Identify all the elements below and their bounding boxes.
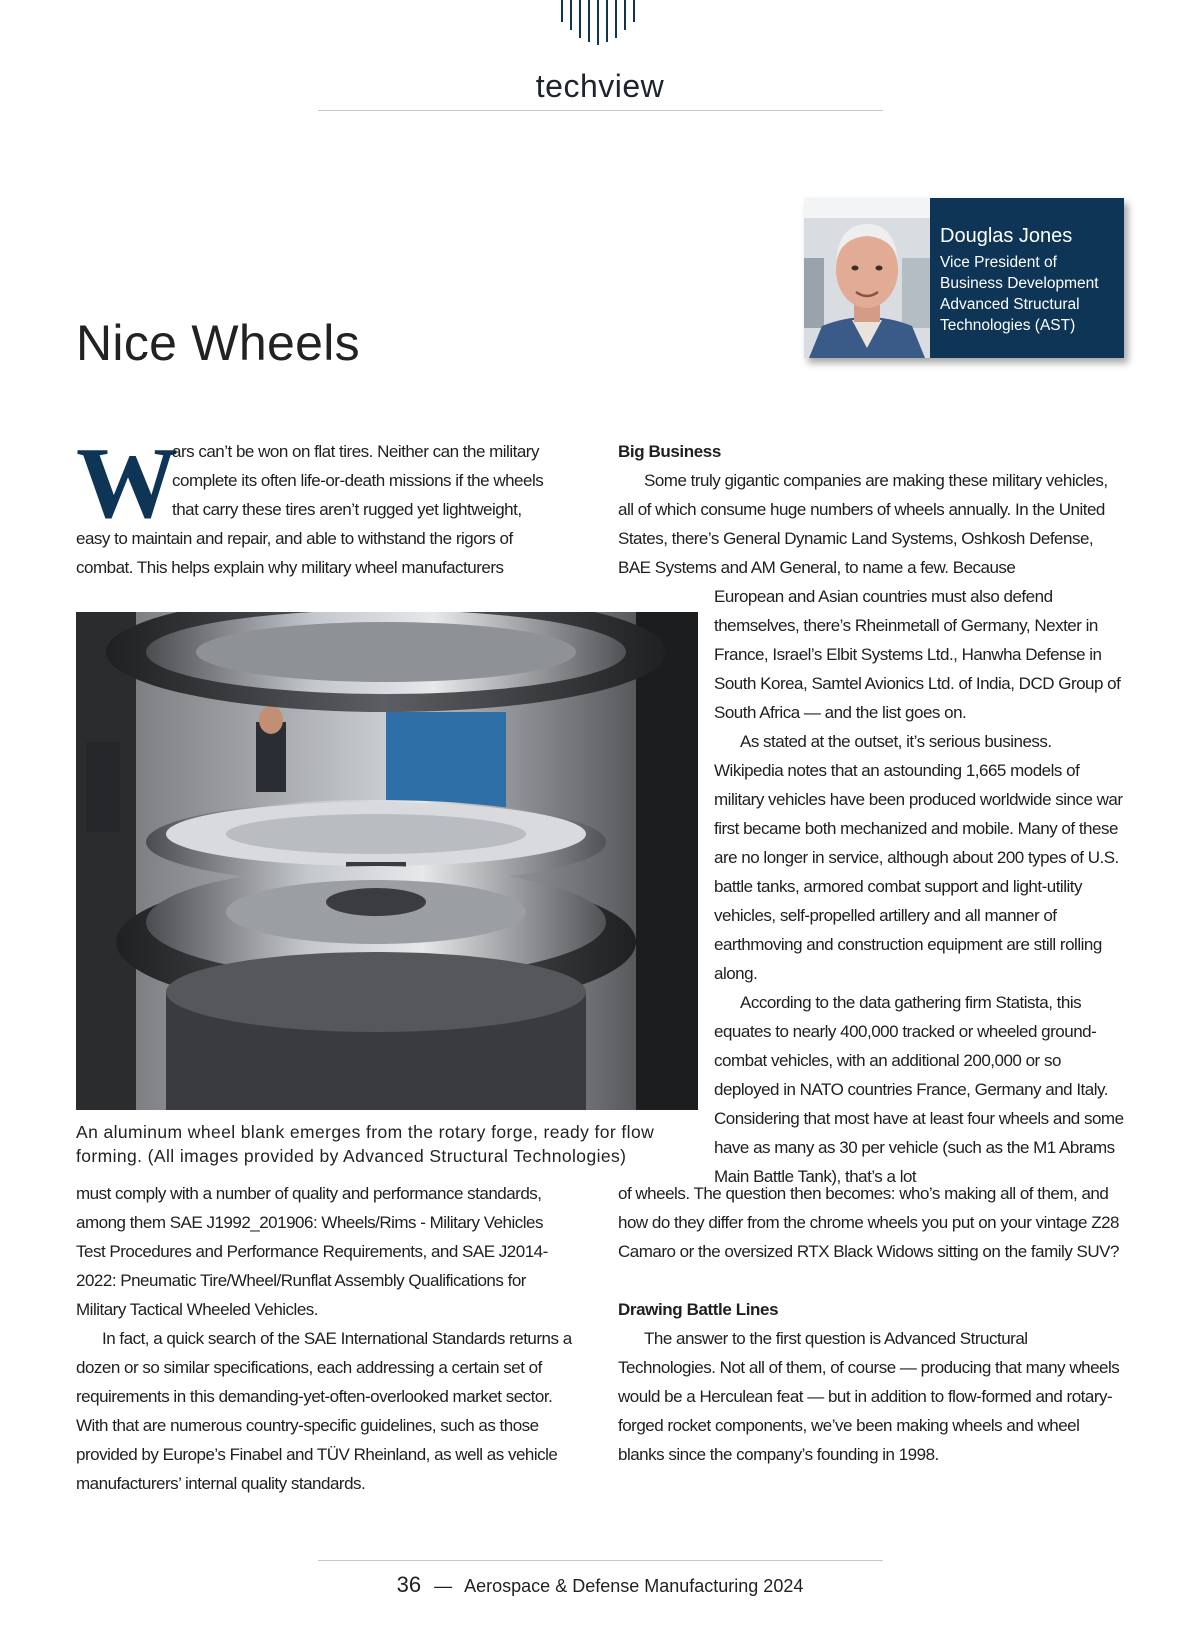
intro-line: complete its often life-or-death missions if the wheels: [172, 471, 544, 490]
footer-separator: —: [434, 1576, 453, 1596]
left-column: [76, 1179, 576, 1498]
author-role-line: Technologies (AST): [940, 317, 1076, 334]
footer-rule: [318, 1560, 883, 1561]
section-label: techview: [535, 68, 665, 104]
body-paragraph: of wheels. The question then becomes: who’s making all of them, and how do they differ from the chrome wheels you put on your vintage Z28 Camaro or the oversized RTX Black Widows sitting on the family SUV?: [618, 1184, 1119, 1261]
author-role-line: Business Development: [940, 275, 1099, 292]
author-role-line: Advanced Structural: [940, 296, 1080, 313]
intro-indented-lines: [172, 437, 592, 524]
body-paragraph: Some truly gigantic companies are making these military vehicles, all of which consume huge numbers of wheels annually. In the United States, there’s General Dynamic Land Systems, Oshkosh Defense, BAE Systems and AM General, to name a few. Because: [618, 471, 1108, 577]
author-name: Douglas Jones: [940, 225, 1073, 247]
header-ornament: [560, 0, 640, 48]
intro-line: easy to maintain and repair, and able to withstand the rigors of: [76, 529, 513, 548]
section-heading: Big Business: [618, 442, 721, 461]
publication-name: Aerospace & Defense Manufacturing 2024: [464, 1576, 804, 1596]
page-footer: [0, 1572, 1200, 1598]
page-number: 36: [396, 1572, 422, 1597]
author-card: [804, 198, 1124, 358]
photo-caption: An aluminum wheel blank emerges from the rotary forge, ready for flow forming. (All images provided by Advanced Structural Technologies): [76, 1122, 655, 1166]
header-rule: [318, 110, 883, 111]
article-title: Nice Wheels: [76, 315, 360, 371]
right-column-top: [618, 437, 1124, 582]
author-role: [940, 252, 1124, 336]
author-photo: [804, 198, 930, 358]
author-role-line: Vice President of: [940, 254, 1057, 271]
intro-line: combat. This helps explain why military wheel manufacturers: [76, 558, 504, 577]
body-paragraph: In fact, a quick search of the SAE International Standards returns a dozen or so similar specifications, each addressing a certain set of requirements in this demanding-yet-often-overlooked market sector. With that are numerous country-specific guidelines, such as those provided by Europe’s Finabel and TÜV Rheinland, as well as vehicle manufacturers’ internal quality standards.: [76, 1329, 572, 1493]
rotary-forge-photo: [76, 612, 698, 1110]
section-heading: Drawing Battle Lines: [618, 1300, 779, 1319]
body-paragraph: European and Asian countries must also defend themselves, there’s Rheinmetall of Germany, Nexter in France, Israel’s Elbit Systems Ltd., Hanwha Defense in South Korea, Samtel Avionics Ltd. of India, DCD Group of South Africa — and the list goes on.: [714, 587, 1121, 722]
drop-cap: W: [76, 427, 178, 540]
body-paragraph: The answer to the first question is Advanced Structural Technologies. Not all of them, of course — producing that many wheels would be a Herculean feat — but in addition to flow-formed and rotary-forged rocket components, we’ve been making wheels and wheel blanks since the company’s founding in 1998.: [618, 1329, 1120, 1464]
intro-line: ars can’t be won on flat tires. Neither can the military: [172, 442, 539, 461]
right-column-narrow: [714, 582, 1124, 1191]
body-paragraph: must comply with a number of quality and performance standards, among them SAE J1992_201906: Wheels/Rims - Military Vehicles Test Procedures and Performance Requirements, and SAE J2014-2022: Pneumatic Tire/Wheel/Runflat Assembly Qualifications for Military Tactical Wheeled Vehicles.: [76, 1184, 548, 1319]
right-column-bottom: [618, 1179, 1124, 1469]
intro-full-lines: [76, 524, 596, 582]
author-info: [930, 198, 1124, 358]
intro-line: that carry these tires aren’t rugged yet lightweight,: [172, 500, 522, 519]
body-paragraph: According to the data gathering firm Statista, this equates to nearly 400,000 tracked or wheeled ground-combat vehicles, with an additional 200,000 or so deployed in NATO countries France, Germany and Italy. Considering that most have at least four wheels and some have as many as 30 per vehicle (such as the M1 Abrams Main Battle Tank), that’s a lot: [714, 993, 1124, 1186]
body-paragraph: As stated at the outset, it’s serious business. Wikipedia notes that an astounding 1,665 models of military vehicles have been produced worldwide since war first became both mechanized and mobile. Many of these are no longer in service, although about 200 types of U.S. battle tanks, armored combat support and light-utility vehicles, self-propelled artillery and all manner of earthmoving and construction equipment are still rolling along.: [714, 732, 1123, 983]
